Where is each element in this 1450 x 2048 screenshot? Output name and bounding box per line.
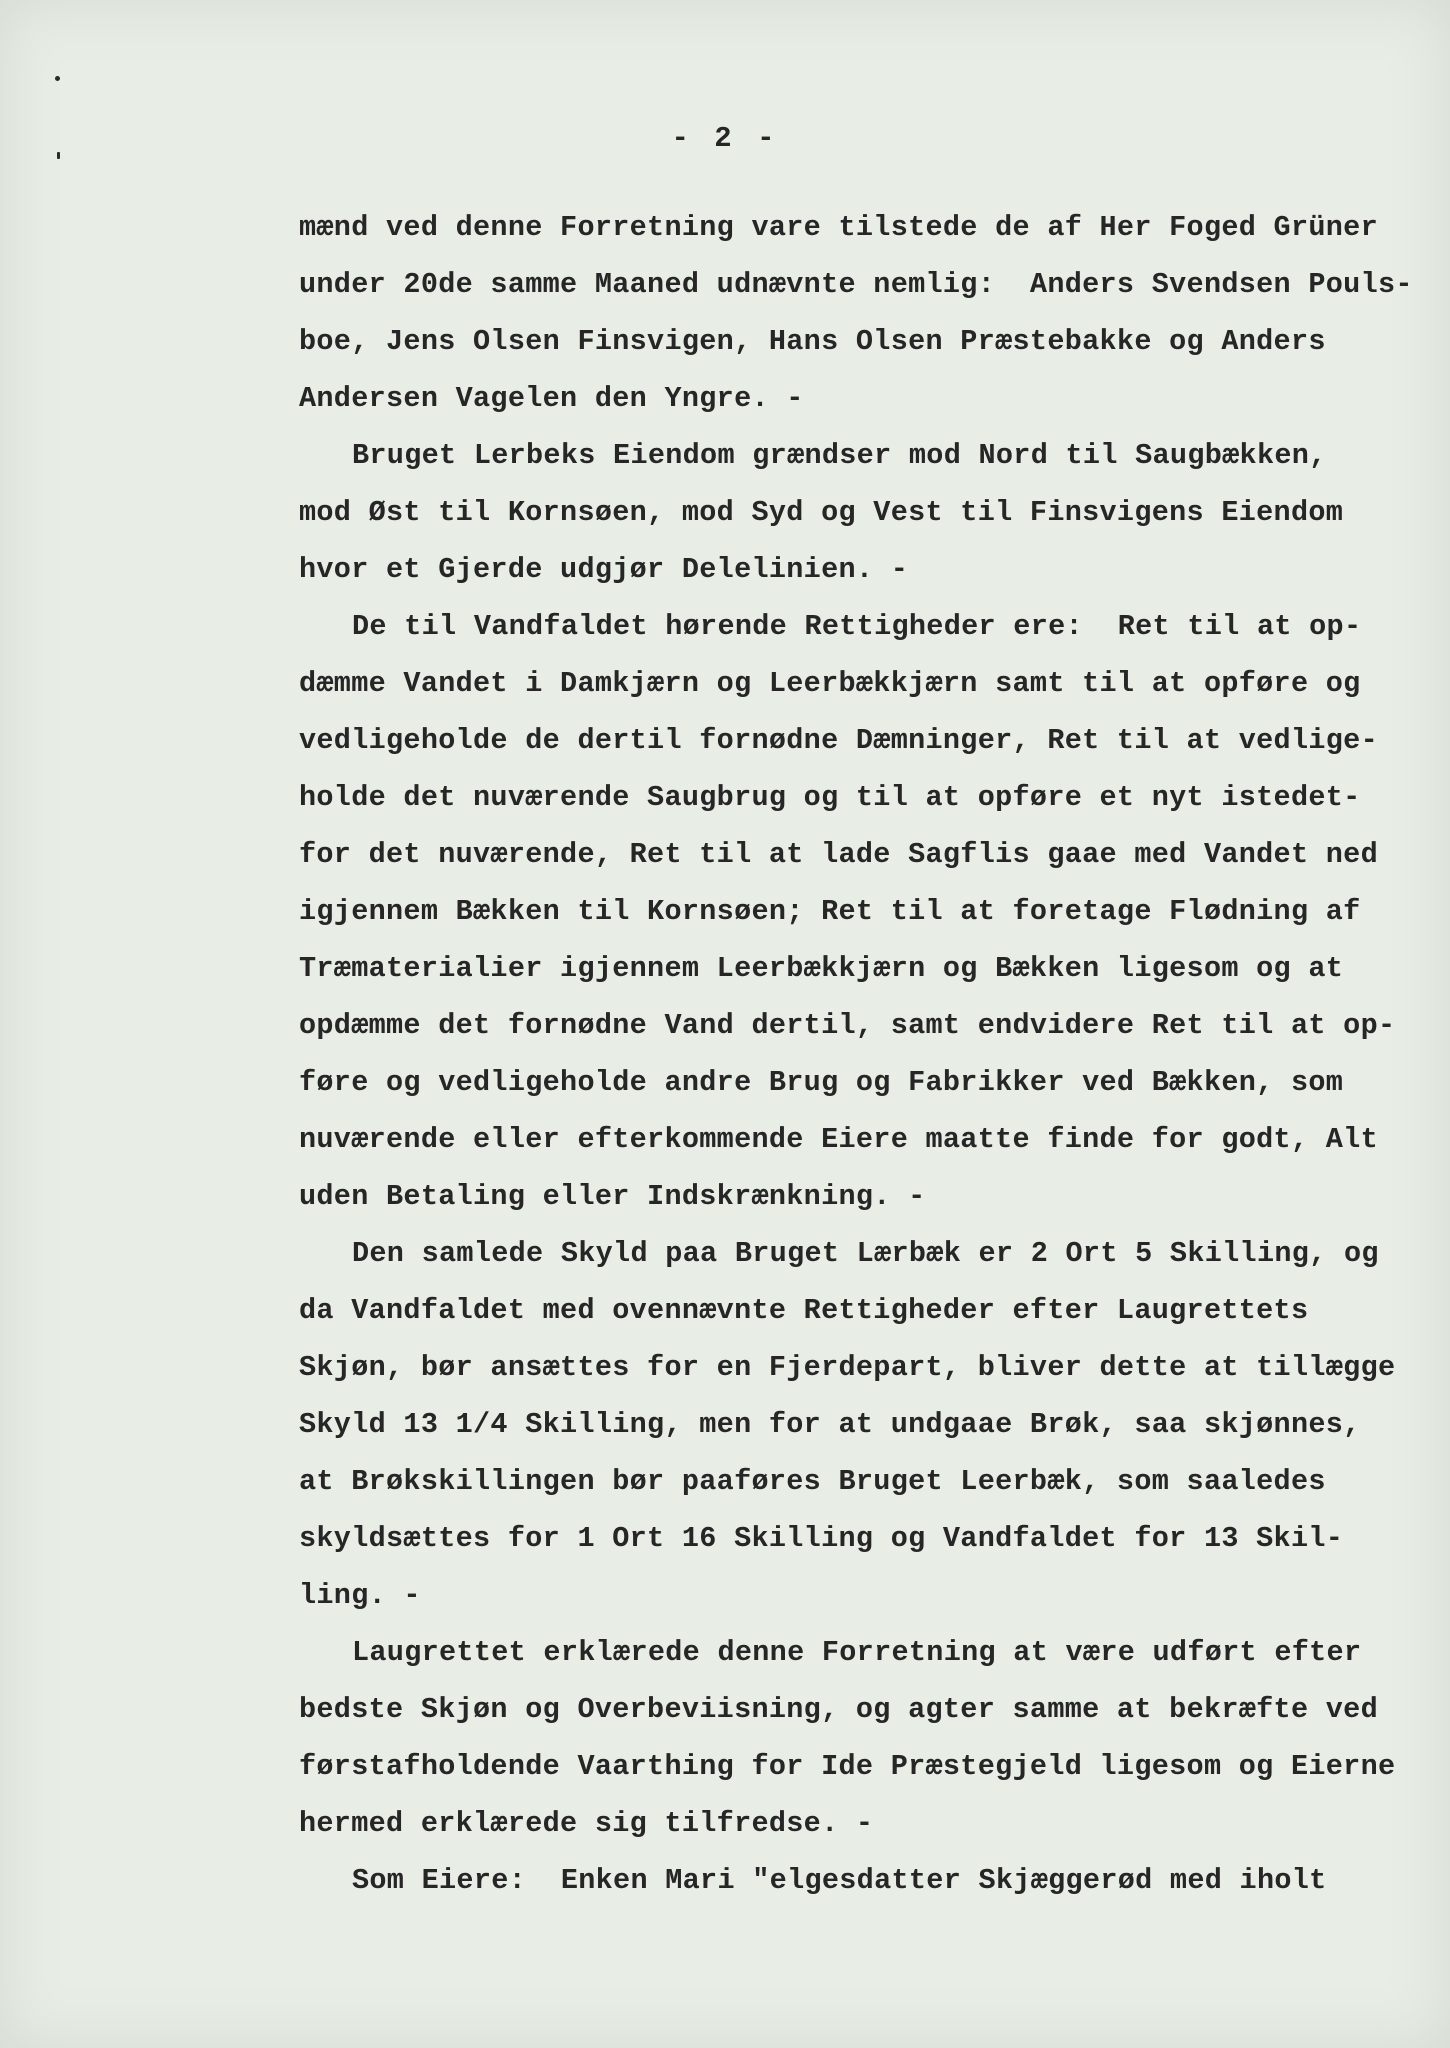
text-line: hvor et Gjerde udgjør Delelinien. - xyxy=(299,553,909,586)
text-line: Skjøn, bør ansættes for en Fjerdepart, bliver dette at tillægge xyxy=(299,1351,1396,1384)
text-line: da Vandfaldet med ovennævnte Rettigheder efter Laugrettets xyxy=(299,1294,1309,1327)
text-line: Laugrettet erklærede denne Forretning at være udført efter xyxy=(352,1636,1362,1669)
text-line: hermed erklærede sig tilfredse. - xyxy=(299,1807,874,1840)
text-line: igjennem Bækken til Kornsøen; Ret til at foretage Flødning af xyxy=(299,895,1361,928)
text-line: uden Betaling eller Indskrænkning. - xyxy=(299,1180,926,1213)
text-line: under 20de samme Maaned udnævnte nemlig: Anders Svendsen Pouls- xyxy=(299,268,1413,301)
text-line: vedligeholde de dertil fornødne Dæmninger, Ret til at vedlige- xyxy=(299,724,1378,757)
text-line: Skyld 13 1/4 Skilling, men for at undgaae Brøk, saa skjønnes, xyxy=(299,1408,1361,1441)
page-number: - 2 - xyxy=(671,122,779,155)
text-line: førstafholdende Vaarthing for Ide Præstegjeld ligesom og Eierne xyxy=(299,1750,1396,1783)
text-line: Som Eiere: Enken Mari "elgesdatter Skjæggerød med iholt xyxy=(352,1864,1327,1897)
text-line: at Brøkskillingen bør paaføres Bruget Leerbæk, som saaledes xyxy=(299,1465,1326,1498)
text-line: skyldsættes for 1 Ort 16 Skilling og Vandfaldet for 13 Skil- xyxy=(299,1522,1344,1555)
text-line: opdæmme det fornødne Vand dertil, samt endvidere Ret til at op- xyxy=(299,1009,1396,1042)
text-line: Den samlede Skyld paa Bruget Lærbæk er 2 Ort 5 Skilling, og xyxy=(352,1237,1379,1270)
text-line: ling. - xyxy=(299,1579,421,1612)
text-line: bedste Skjøn og Overbeviisning, og agter samme at bekræfte ved xyxy=(299,1693,1378,1726)
text-line: mænd ved denne Forretning vare tilstede de af Her Foged Grüner xyxy=(299,211,1378,244)
text-line: Bruget Lerbeks Eiendom grændser mod Nord til Saugbækken, xyxy=(352,439,1327,472)
text-line: holde det nuværende Saugbrug og til at opføre et nyt istedet- xyxy=(299,781,1361,814)
text-line: Træmaterialier igjennem Leerbækkjærn og Bækken ligesom og at xyxy=(299,952,1344,985)
text-line: boe, Jens Olsen Finsvigen, Hans Olsen Præstebakke og Anders xyxy=(299,325,1326,358)
punch-mark xyxy=(55,76,60,81)
text-line: føre og vedligeholde andre Brug og Fabrikker ved Bækken, som xyxy=(299,1066,1344,1099)
text-line: mod Øst til Kornsøen, mod Syd og Vest til Finsvigens Eiendom xyxy=(299,496,1344,529)
text-line: Andersen Vagelen den Yngre. - xyxy=(299,382,804,415)
text-line: nuværende eller efterkommende Eiere maatte finde for godt, Alt xyxy=(299,1123,1378,1156)
text-line: De til Vandfaldet hørende Rettigheder ere: Ret til at op- xyxy=(352,610,1362,643)
text-line: for det nuværende, Ret til at lade Sagflis gaae med Vandet ned xyxy=(299,838,1378,871)
text-line: dæmme Vandet i Damkjærn og Leerbækkjærn samt til at opføre og xyxy=(299,667,1361,700)
